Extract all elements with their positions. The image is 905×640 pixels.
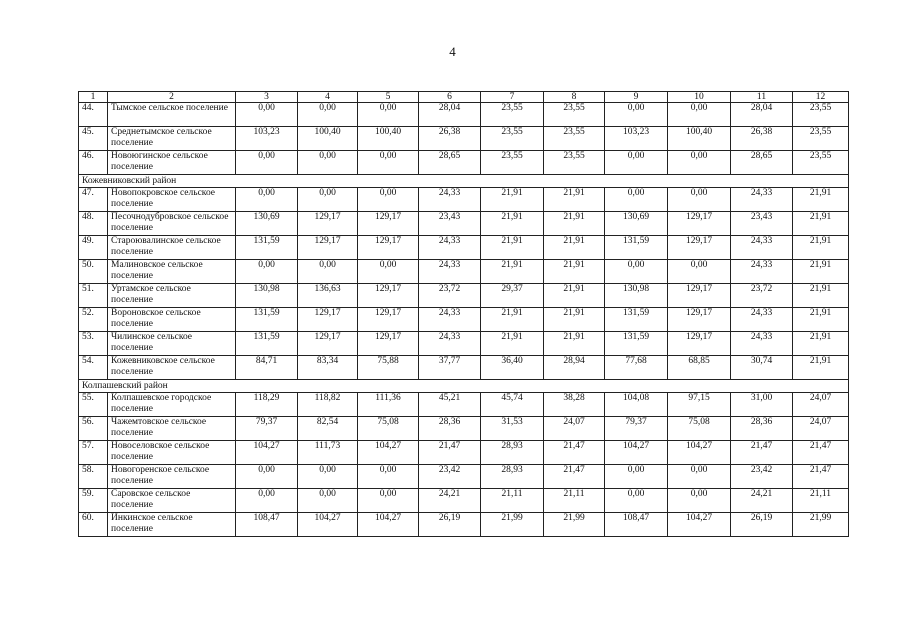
row-number: 48.: [79, 212, 108, 236]
value-cell: 84,71: [236, 356, 298, 380]
table-row: [79, 489, 849, 513]
value-cell: 24,07: [793, 393, 849, 417]
value-cell: 21,11: [793, 489, 849, 513]
value-cell: 21,47: [419, 441, 481, 465]
value-cell: 129,17: [358, 212, 419, 236]
value-cell: 0,00: [236, 151, 298, 175]
value-cell: 30,74: [731, 356, 793, 380]
value-cell: 31,00: [731, 393, 793, 417]
settlement-name: Староювалинское сельское поселение: [108, 236, 236, 260]
value-cell: 0,00: [605, 260, 668, 284]
value-cell: 129,17: [358, 332, 419, 356]
value-cell: 104,27: [668, 513, 731, 537]
row-number: 45.: [79, 127, 108, 151]
value-cell: 21,91: [793, 236, 849, 260]
row-number: 50.: [79, 260, 108, 284]
value-cell: 129,17: [358, 284, 419, 308]
value-cell: 131,59: [236, 236, 298, 260]
value-cell: 23,43: [419, 212, 481, 236]
row-number: 58.: [79, 465, 108, 489]
value-cell: 130,69: [605, 212, 668, 236]
value-cell: 21,91: [481, 236, 544, 260]
value-cell: 28,65: [419, 151, 481, 175]
value-cell: 75,88: [358, 356, 419, 380]
settlement-name: Новогоренское сельское поселение: [108, 465, 236, 489]
value-cell: 21,11: [481, 489, 544, 513]
value-cell: 21,47: [544, 441, 605, 465]
column-header: 3: [236, 92, 298, 103]
value-cell: 21,91: [793, 212, 849, 236]
column-header: 12: [793, 92, 849, 103]
value-cell: 28,04: [731, 103, 793, 127]
table-row: [79, 188, 849, 212]
value-cell: 97,15: [668, 393, 731, 417]
value-cell: 111,36: [358, 393, 419, 417]
row-number: 49.: [79, 236, 108, 260]
value-cell: 23,42: [731, 465, 793, 489]
value-cell: 24,33: [731, 236, 793, 260]
value-cell: 21,91: [481, 188, 544, 212]
value-cell: 0,00: [358, 489, 419, 513]
value-cell: 103,23: [605, 127, 668, 151]
value-cell: 23,43: [731, 212, 793, 236]
value-cell: 24,33: [419, 236, 481, 260]
value-cell: 21,47: [793, 441, 849, 465]
value-cell: 45,74: [481, 393, 544, 417]
table-header-row: [79, 92, 849, 103]
value-cell: 24,33: [731, 308, 793, 332]
value-cell: 21,91: [481, 260, 544, 284]
value-cell: 21,91: [793, 284, 849, 308]
table-row: [79, 236, 849, 260]
value-cell: 104,27: [358, 513, 419, 537]
row-number: 55.: [79, 393, 108, 417]
table-row: [79, 393, 849, 417]
table-row: [79, 417, 849, 441]
column-header: 8: [544, 92, 605, 103]
value-cell: 24,21: [731, 489, 793, 513]
settlement-name: Новопокровское сельское поселение: [108, 188, 236, 212]
settlement-name: Чилинское сельское поселение: [108, 332, 236, 356]
value-cell: 129,17: [298, 308, 358, 332]
value-cell: 21,11: [544, 489, 605, 513]
value-cell: 23,55: [793, 127, 849, 151]
value-cell: 131,59: [236, 332, 298, 356]
value-cell: 129,17: [298, 332, 358, 356]
value-cell: 21,91: [793, 260, 849, 284]
table-row: [79, 127, 849, 151]
value-cell: 0,00: [298, 188, 358, 212]
column-header: 11: [731, 92, 793, 103]
column-header: 7: [481, 92, 544, 103]
value-cell: 0,00: [605, 103, 668, 127]
value-cell: 21,91: [544, 332, 605, 356]
value-cell: 75,08: [668, 417, 731, 441]
settlement-name: Уртамское сельское поселение: [108, 284, 236, 308]
value-cell: 0,00: [236, 103, 298, 127]
value-cell: 111,73: [298, 441, 358, 465]
value-cell: 23,55: [544, 127, 605, 151]
page-number: 4: [449, 44, 456, 59]
value-cell: 130,69: [236, 212, 298, 236]
value-cell: 104,27: [358, 441, 419, 465]
value-cell: 0,00: [668, 151, 731, 175]
value-cell: 75,08: [358, 417, 419, 441]
tariff-table: [78, 91, 849, 537]
value-cell: 0,00: [668, 103, 731, 127]
value-cell: 104,27: [605, 441, 668, 465]
table-row: [79, 332, 849, 356]
value-cell: 130,98: [236, 284, 298, 308]
value-cell: 21,91: [544, 188, 605, 212]
row-number: 52.: [79, 308, 108, 332]
table-row: [79, 103, 849, 127]
value-cell: 0,00: [605, 465, 668, 489]
column-header: 1: [79, 92, 108, 103]
table-row: [79, 308, 849, 332]
value-cell: 28,93: [481, 465, 544, 489]
value-cell: 21,47: [544, 465, 605, 489]
row-number: 51.: [79, 284, 108, 308]
value-cell: 0,00: [605, 151, 668, 175]
value-cell: 0,00: [236, 260, 298, 284]
value-cell: 28,04: [419, 103, 481, 127]
value-cell: 21,91: [793, 356, 849, 380]
value-cell: 0,00: [605, 188, 668, 212]
value-cell: 100,40: [358, 127, 419, 151]
value-cell: 21,47: [793, 465, 849, 489]
value-cell: 21,99: [544, 513, 605, 537]
settlement-name: Чажемтовское сельское поселение: [108, 417, 236, 441]
value-cell: 0,00: [236, 489, 298, 513]
column-header: 2: [108, 92, 236, 103]
value-cell: 31,53: [481, 417, 544, 441]
table-row: [79, 212, 849, 236]
value-cell: 23,55: [793, 151, 849, 175]
value-cell: 129,17: [668, 308, 731, 332]
district-title: Кожевниковский район: [79, 175, 849, 188]
value-cell: 103,23: [236, 127, 298, 151]
value-cell: 24,33: [419, 332, 481, 356]
value-cell: 0,00: [358, 260, 419, 284]
value-cell: 129,17: [358, 308, 419, 332]
settlement-name: Инкинское сельское поселение: [108, 513, 236, 537]
value-cell: 24,33: [731, 260, 793, 284]
value-cell: 79,37: [605, 417, 668, 441]
value-cell: 104,27: [668, 441, 731, 465]
value-cell: 23,72: [419, 284, 481, 308]
value-cell: 129,17: [668, 284, 731, 308]
value-cell: 45,21: [419, 393, 481, 417]
value-cell: 0,00: [358, 151, 419, 175]
table-row: [79, 356, 849, 380]
column-header: 6: [419, 92, 481, 103]
value-cell: 24,21: [419, 489, 481, 513]
value-cell: 129,17: [298, 212, 358, 236]
value-cell: 0,00: [358, 188, 419, 212]
settlement-name: Песочнодубровское сельское поселение: [108, 212, 236, 236]
value-cell: 131,59: [605, 236, 668, 260]
value-cell: 38,28: [544, 393, 605, 417]
value-cell: 104,27: [298, 513, 358, 537]
value-cell: 131,59: [605, 332, 668, 356]
table-row: [79, 513, 849, 537]
value-cell: 0,00: [358, 103, 419, 127]
value-cell: 129,17: [668, 332, 731, 356]
value-cell: 21,91: [481, 308, 544, 332]
value-cell: 21,91: [481, 332, 544, 356]
value-cell: 24,07: [793, 417, 849, 441]
value-cell: 83,34: [298, 356, 358, 380]
value-cell: 24,33: [731, 332, 793, 356]
table-body: [79, 92, 849, 537]
settlement-name: Саровское сельское поселение: [108, 489, 236, 513]
district-title: Колпашевский район: [79, 380, 849, 393]
value-cell: 0,00: [298, 151, 358, 175]
value-cell: 21,91: [544, 284, 605, 308]
row-number: 53.: [79, 332, 108, 356]
settlement-name: Новоюгинское сельское поселение: [108, 151, 236, 175]
value-cell: 26,19: [419, 513, 481, 537]
row-number: 56.: [79, 417, 108, 441]
value-cell: 21,91: [544, 212, 605, 236]
value-cell: 21,47: [731, 441, 793, 465]
settlement-name: Колпашевское городское поселение: [108, 393, 236, 417]
value-cell: 108,47: [236, 513, 298, 537]
settlement-name: Малиновское сельское поселение: [108, 260, 236, 284]
row-number: 57.: [79, 441, 108, 465]
value-cell: 0,00: [668, 465, 731, 489]
value-cell: 129,17: [668, 236, 731, 260]
row-number: 46.: [79, 151, 108, 175]
value-cell: 21,91: [793, 308, 849, 332]
column-header: 4: [298, 92, 358, 103]
value-cell: 28,94: [544, 356, 605, 380]
value-cell: 100,40: [668, 127, 731, 151]
value-cell: 0,00: [358, 465, 419, 489]
value-cell: 23,72: [731, 284, 793, 308]
row-number: 60.: [79, 513, 108, 537]
value-cell: 23,55: [793, 103, 849, 127]
value-cell: 28,65: [731, 151, 793, 175]
district-section-row: [79, 380, 849, 393]
row-number: 54.: [79, 356, 108, 380]
value-cell: 23,55: [481, 151, 544, 175]
value-cell: 0,00: [298, 103, 358, 127]
value-cell: 21,91: [544, 236, 605, 260]
value-cell: 108,47: [605, 513, 668, 537]
value-cell: 118,82: [298, 393, 358, 417]
value-cell: 26,38: [731, 127, 793, 151]
value-cell: 23,42: [419, 465, 481, 489]
value-cell: 21,91: [544, 260, 605, 284]
value-cell: 21,99: [793, 513, 849, 537]
value-cell: 24,33: [419, 188, 481, 212]
settlement-name: Новоселовское сельское поселение: [108, 441, 236, 465]
row-number: 47.: [79, 188, 108, 212]
value-cell: 129,17: [668, 212, 731, 236]
settlement-name: Кожевниковское сельское поселение: [108, 356, 236, 380]
value-cell: 104,27: [236, 441, 298, 465]
row-number: 59.: [79, 489, 108, 513]
value-cell: 0,00: [668, 260, 731, 284]
value-cell: 23,55: [481, 127, 544, 151]
value-cell: 28,93: [481, 441, 544, 465]
value-cell: 36,40: [481, 356, 544, 380]
value-cell: 23,55: [481, 103, 544, 127]
value-cell: 131,59: [236, 308, 298, 332]
value-cell: 79,37: [236, 417, 298, 441]
value-cell: 0,00: [298, 489, 358, 513]
value-cell: 136,63: [298, 284, 358, 308]
settlement-name: Вороновское сельское поселение: [108, 308, 236, 332]
value-cell: 26,38: [419, 127, 481, 151]
value-cell: 130,98: [605, 284, 668, 308]
value-cell: 26,19: [731, 513, 793, 537]
value-cell: 104,08: [605, 393, 668, 417]
value-cell: 28,36: [419, 417, 481, 441]
value-cell: 0,00: [668, 188, 731, 212]
value-cell: 131,59: [605, 308, 668, 332]
value-cell: 0,00: [668, 489, 731, 513]
row-number: 44.: [79, 103, 108, 127]
value-cell: 118,29: [236, 393, 298, 417]
value-cell: 21,99: [481, 513, 544, 537]
value-cell: 21,91: [793, 188, 849, 212]
table-row: [79, 441, 849, 465]
value-cell: 29,37: [481, 284, 544, 308]
value-cell: 0,00: [298, 465, 358, 489]
value-cell: 100,40: [298, 127, 358, 151]
value-cell: 24,07: [544, 417, 605, 441]
value-cell: 24,33: [731, 188, 793, 212]
value-cell: 23,55: [544, 103, 605, 127]
value-cell: 23,55: [544, 151, 605, 175]
value-cell: 37,77: [419, 356, 481, 380]
table-row: [79, 151, 849, 175]
table-row: [79, 465, 849, 489]
value-cell: 21,91: [793, 332, 849, 356]
value-cell: 0,00: [236, 188, 298, 212]
column-header: 9: [605, 92, 668, 103]
value-cell: 28,36: [731, 417, 793, 441]
district-section-row: [79, 175, 849, 188]
value-cell: 24,33: [419, 308, 481, 332]
value-cell: 129,17: [358, 236, 419, 260]
table-row: [79, 284, 849, 308]
column-header: 10: [668, 92, 731, 103]
value-cell: 82,54: [298, 417, 358, 441]
value-cell: 0,00: [298, 260, 358, 284]
value-cell: 0,00: [605, 489, 668, 513]
settlement-name: Среднетымское сельское поселение: [108, 127, 236, 151]
value-cell: 129,17: [298, 236, 358, 260]
table-row: [79, 260, 849, 284]
value-cell: 0,00: [236, 465, 298, 489]
value-cell: 68,85: [668, 356, 731, 380]
settlement-name: Тымское сельское поселение: [108, 103, 236, 127]
value-cell: 24,33: [419, 260, 481, 284]
value-cell: 21,91: [544, 308, 605, 332]
value-cell: 21,91: [481, 212, 544, 236]
column-header: 5: [358, 92, 419, 103]
value-cell: 77,68: [605, 356, 668, 380]
